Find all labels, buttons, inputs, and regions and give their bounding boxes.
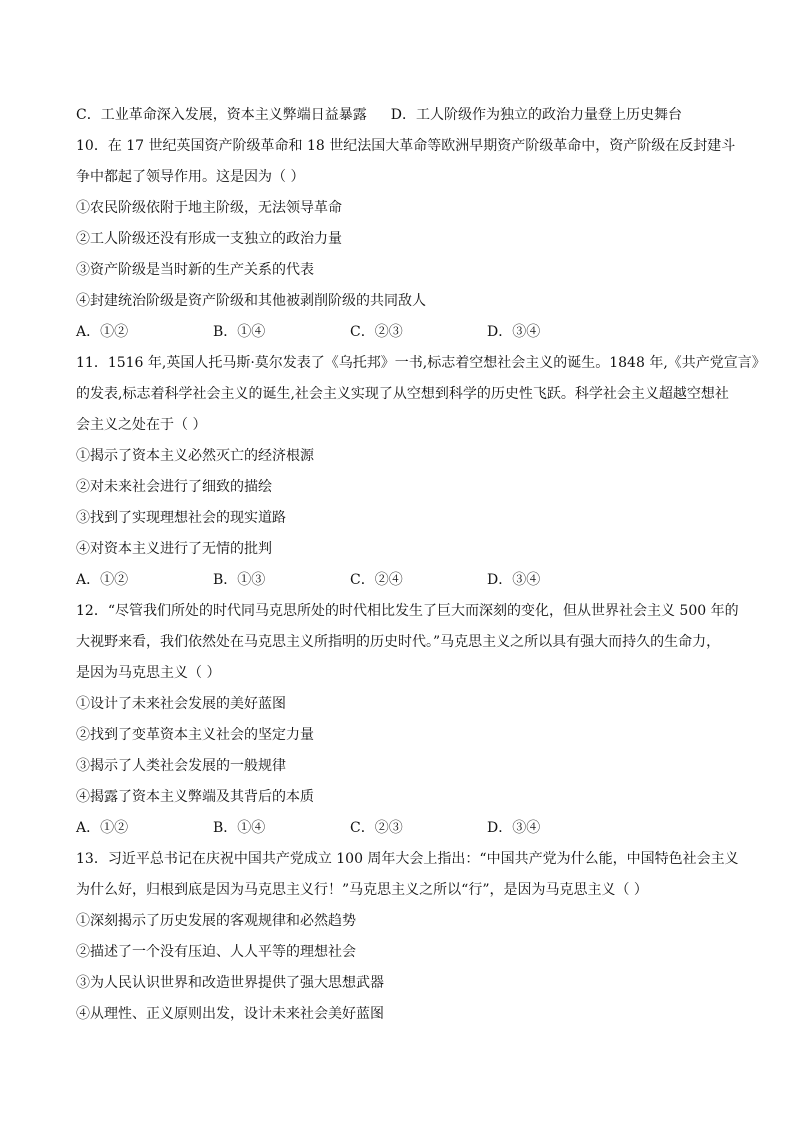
- statement-item: ④封建统治阶级是资产阶级和其他被剥削阶级的共同敌人: [76, 293, 426, 309]
- answer-choice[interactable]: D．③④: [487, 820, 541, 836]
- question-13: [76, 844, 739, 1030]
- question-10: [76, 131, 736, 348]
- answer-choices: [76, 813, 736, 844]
- question-stem-line: 争中都起了领导作用。这是因为（ ）: [76, 169, 305, 185]
- q9-option-d: D．工人阶级作为独立的政治力量登上历史舞台: [390, 107, 682, 123]
- question-list: [76, 131, 766, 1030]
- statement-item: ④从理性、正义原则出发，设计未来社会美好蓝图: [76, 1006, 384, 1022]
- statement-item: ①深刻揭示了历史发展的客观规律和必然趋势: [76, 913, 356, 929]
- question-stem-line: 会主义之处在于（ ）: [76, 417, 207, 433]
- question-stem-line: 12．“尽管我们所处的时代同马克思所处的时代相比发生了巨大而深刻的变化，但从世界社会主义 500 年的: [76, 603, 739, 619]
- answer-choice[interactable]: A．①②: [76, 572, 129, 588]
- statement-item: ②描述了一个没有压迫、人人平等的理想社会: [76, 944, 356, 960]
- answer-choice[interactable]: A．①②: [76, 324, 129, 340]
- statement-item: ③资产阶级是当时新的生产关系的代表: [76, 262, 314, 278]
- answer-choice[interactable]: C．②④: [350, 572, 403, 588]
- question-stem-line: 大视野来看，我们依然处在马克思主义所指明的历史时代。”马克思主义之所以具有强大而持久的生命力，: [76, 634, 721, 650]
- answer-choice[interactable]: C．②③: [350, 820, 403, 836]
- answer-choice[interactable]: B．①④: [213, 324, 266, 340]
- statement-item: ④揭露了资本主义弊端及其背后的本质: [76, 789, 314, 805]
- statement-item: ③为人民认识世界和改造世界提供了强大思想武器: [76, 975, 384, 991]
- q9-options-cd: [76, 100, 736, 131]
- statement-item: ④对资本主义进行了无情的批判: [76, 541, 272, 557]
- question-stem-line: 10．在 17 世纪英国资产阶级革命和 18 世纪法国大革命等欧洲早期资产阶级革命中，资产阶级在反封建斗: [76, 138, 736, 154]
- answer-choices: [76, 317, 736, 348]
- question-stem-line: 11．1516 年,英国人托马斯·莫尔发表了《乌托邦》一书,标志着空想社会主义的诞生。1848 年,《共产党宣言》: [76, 355, 766, 371]
- statement-item: ②找到了变革资本主义社会的坚定力量: [76, 727, 314, 743]
- statement-item: ②工人阶级还没有形成一支独立的政治力量: [76, 231, 342, 247]
- answer-choice[interactable]: B．①③: [213, 572, 266, 588]
- question-stem-line: 为什么好，归根到底是因为马克思主义行！”马克思主义之所以“行”，是因为马克思主义（ ）: [76, 882, 648, 898]
- answer-choices: [76, 565, 736, 596]
- question-stem-line: 的发表,标志着科学社会主义的诞生,社会主义实现了从空想到科学的历史性飞跃。科学社会主义超越空想社: [76, 386, 729, 402]
- q9-option-c: C．工业革命深入发展，资本主义弊端日益暴露: [76, 107, 367, 123]
- statement-item: ②对未来社会进行了细致的描绘: [76, 479, 272, 495]
- answer-choice[interactable]: D．③④: [487, 572, 541, 588]
- question-11: [76, 348, 766, 596]
- statement-item: ①农民阶级依附于地主阶级，无法领导革命: [76, 200, 342, 216]
- answer-choice[interactable]: A．①②: [76, 820, 129, 836]
- answer-choice[interactable]: C．②③: [350, 324, 403, 340]
- answer-choice[interactable]: D．③④: [487, 324, 541, 340]
- question-stem-line: 13．习近平总书记在庆祝中国共产党成立 100 周年大会上指出：“中国共产党为什么能，中国特色社会主义: [76, 851, 739, 867]
- statement-item: ③找到了实现理想社会的现实道路: [76, 510, 286, 526]
- statement-item: ①设计了未来社会发展的美好蓝图: [76, 696, 286, 712]
- exam-page: [76, 100, 766, 1030]
- statement-item: ①揭示了资本主义必然灭亡的经济根源: [76, 448, 314, 464]
- question-12: [76, 596, 739, 844]
- statement-item: ③揭示了人类社会发展的一般规律: [76, 758, 286, 774]
- question-stem-line: 是因为马克思主义（ ）: [76, 665, 221, 681]
- answer-choice[interactable]: B．①④: [213, 820, 266, 836]
